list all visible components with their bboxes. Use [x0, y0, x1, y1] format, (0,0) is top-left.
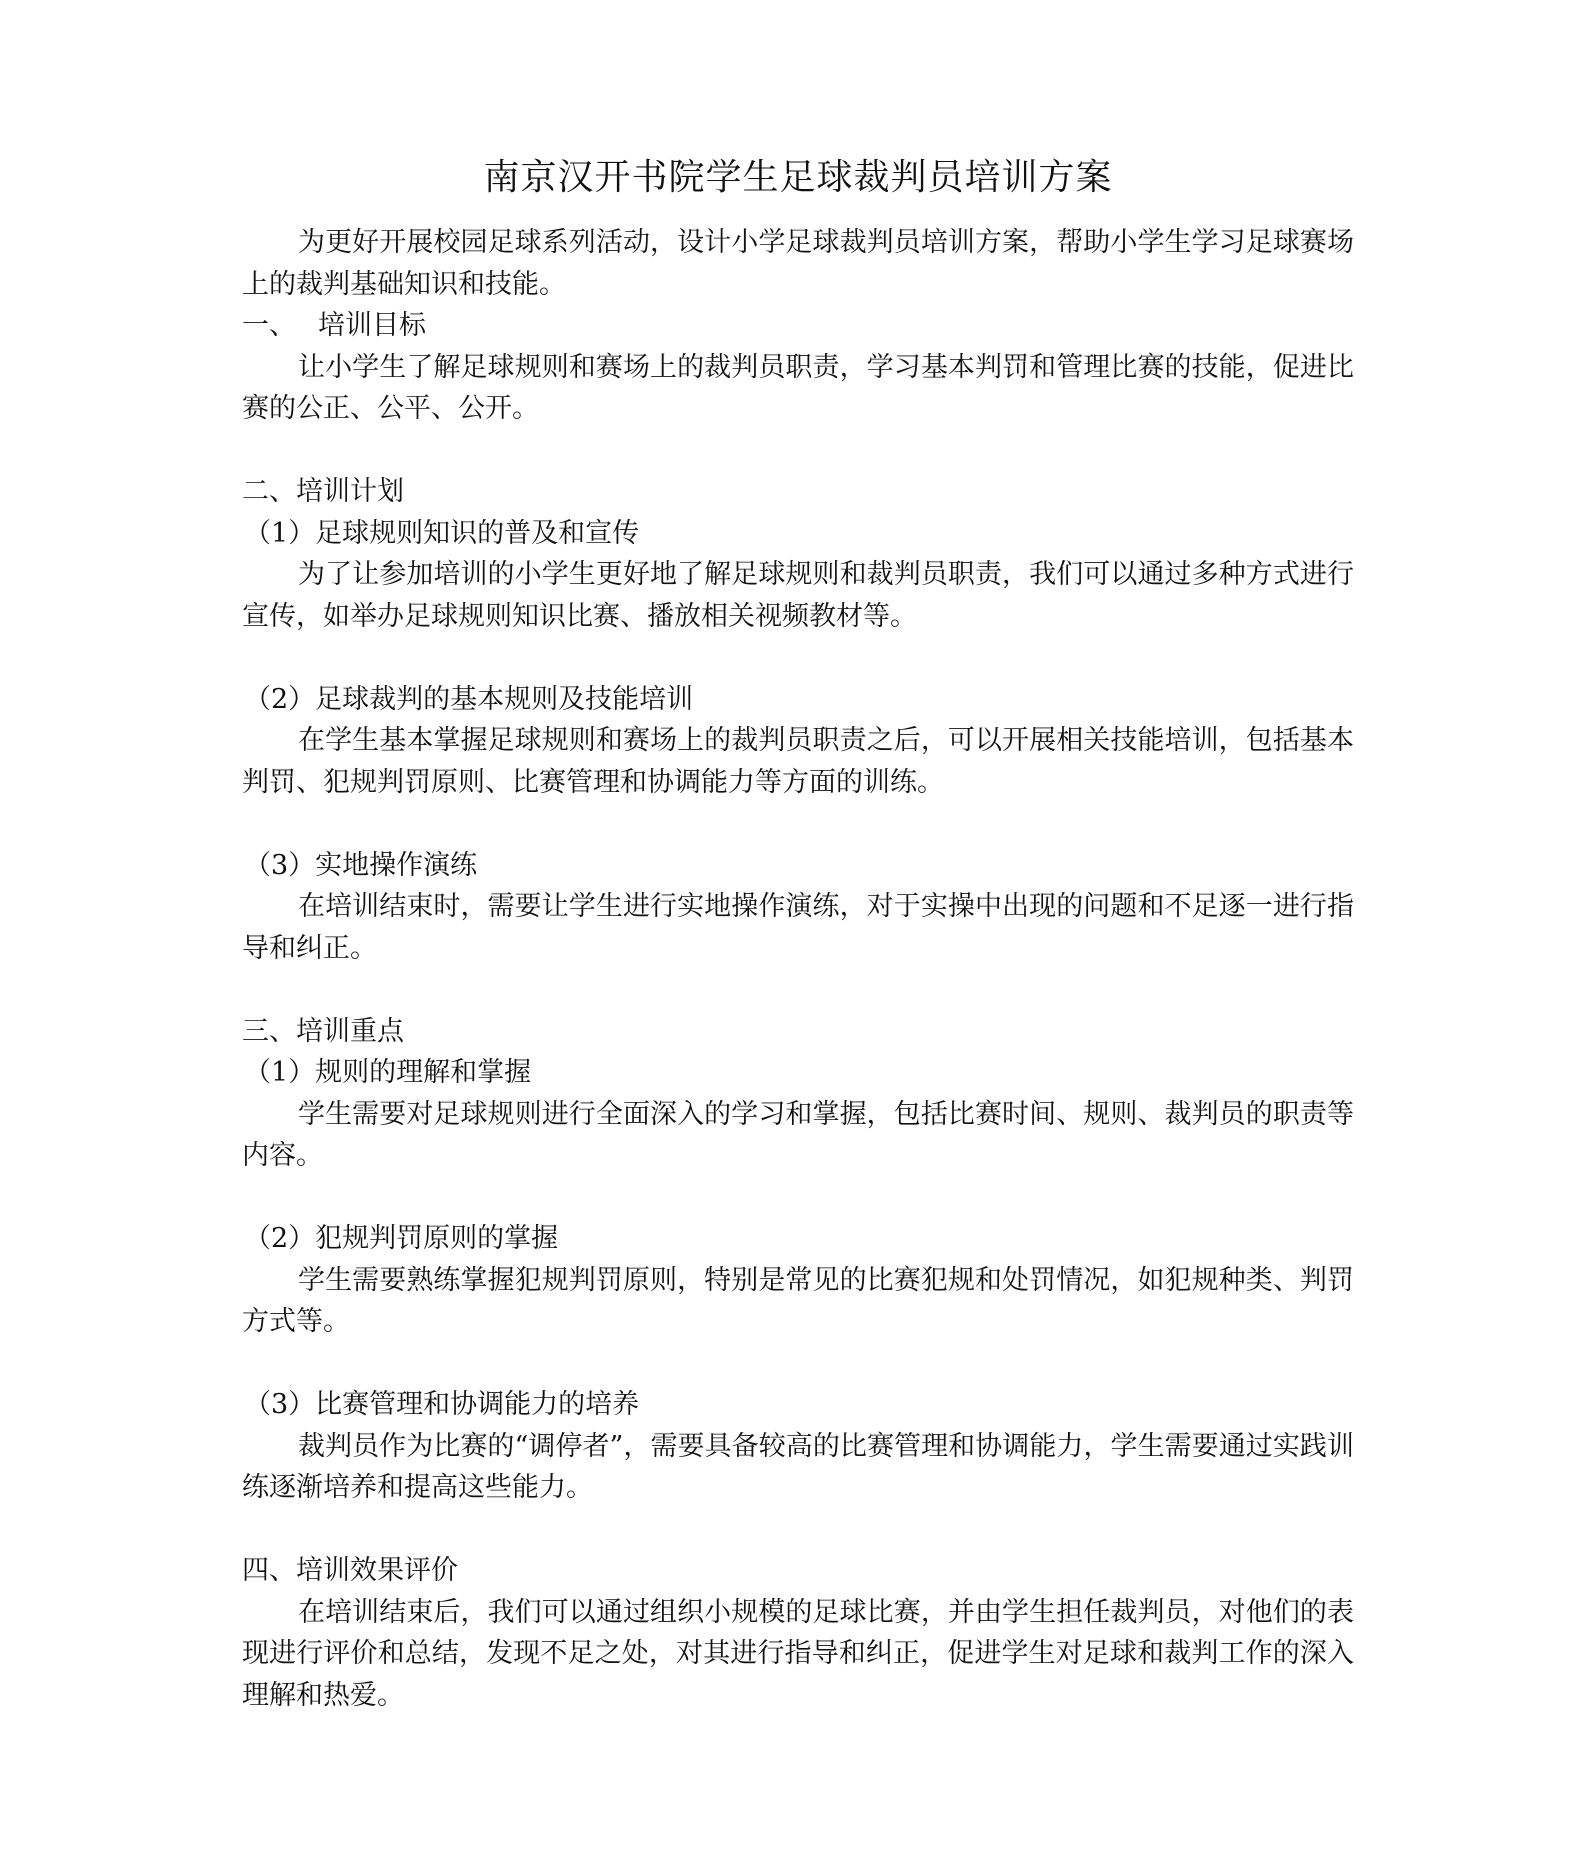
section-2-item-3-label: （3）实地操作演练: [244, 849, 478, 881]
spacer: [242, 803, 1354, 845]
section-1-number: 一、: [242, 310, 296, 341]
section-1-title: 培训目标: [318, 310, 426, 341]
section-2-item-3-body: 在培训结束时，需要让学生进行实地操作演练，对于实操中出现的问题和不足逐一进行指导和纠正。: [242, 891, 1354, 964]
section-1-body: 让小学生了解足球规则和赛场上的裁判员职责，学习基本判罚和管理比赛的技能，促进比赛的公正、公平、公开。: [242, 351, 1354, 424]
spacer: [242, 430, 1354, 472]
spacer: [242, 637, 1354, 679]
spacer: [242, 1177, 1354, 1219]
intro-paragraph: 为更好开展校园足球系列活动，设计小学足球裁判员培训方案，帮助小学生学习足球赛场上的裁判基础知识和技能。: [242, 227, 1354, 300]
section-3-item-1-label: （1）规则的理解和掌握: [244, 1057, 532, 1088]
section-4-heading: 四、培训效果评价: [242, 1555, 458, 1586]
section-3-item-3-label: （3）比赛管理和协调能力的培养: [244, 1389, 640, 1420]
section-2-heading: 二、培训计划: [242, 476, 404, 507]
section-2-item-1-body: 为了让参加培训的小学生更好地了解足球规则和裁判员职责，我们可以通过多种方式进行宣传，如举办足球规则知识比赛、播放相关视频教材等。: [242, 559, 1354, 632]
section-3-item-2-label: （2）犯规判罚原则的掌握: [244, 1223, 559, 1254]
section-4-body: 在培训结束后，我们可以通过组织小规模的足球比赛，并由学生担任裁判员，对他们的表现进行评价和总结，发现不足之处，对其进行指导和纠正，促进学生对足球和裁判工作的深入理解和热爱。: [242, 1596, 1354, 1711]
section-2-item-2-label: （2）足球裁判的基本规则及技能培训: [244, 683, 694, 715]
section-3-heading: 三、培训重点: [242, 1015, 404, 1047]
spacer: [242, 969, 1354, 1011]
spacer: [242, 1343, 1354, 1385]
section-1-heading: [242, 305, 1354, 347]
document-title: 南京汉开书院学生足球裁判员培训方案: [483, 157, 1113, 198]
section-2-item-1-label: （1）足球规则知识的普及和宣传: [244, 517, 640, 549]
section-3-item-2-body: 学生需要熟练掌握犯规判罚原则，特别是常见的比赛犯规和处罚情况，如犯规种类、判罚方式等。: [242, 1264, 1354, 1337]
section-3-item-3-body: 裁判员作为比赛的“调停者”，需要具备较高的比赛管理和协调能力，学生需要通过实践训练逐渐培养和提高这些能力。: [242, 1430, 1354, 1503]
section-2-item-2-body: 在学生基本掌握足球规则和赛场上的裁判员职责之后，可以开展相关技能培训，包括基本判罚、犯规判罚原则、比赛管理和协调能力等方面的训练。: [242, 725, 1354, 798]
section-3-item-1-body: 学生需要对足球规则进行全面深入的学习和掌握，包括比赛时间、规则、裁判员的职责等内容。: [242, 1098, 1354, 1171]
document-body: [242, 150, 1354, 1716]
spacer: [242, 1509, 1354, 1551]
